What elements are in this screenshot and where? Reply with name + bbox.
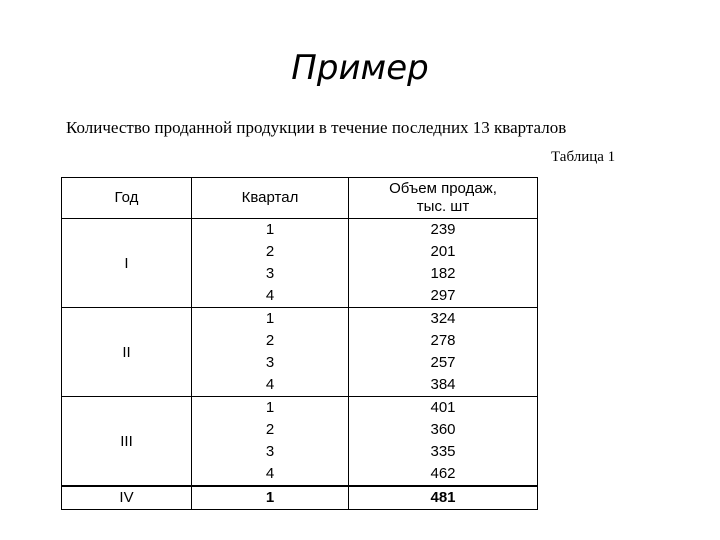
quarter-cell: 4	[192, 285, 349, 308]
slide-title: Пример	[291, 48, 429, 88]
sales-table	[61, 177, 538, 510]
sales-cell: 384	[349, 374, 538, 397]
sales-cell: 297	[349, 285, 538, 308]
sales-cell: 401	[349, 397, 538, 420]
header-sales-volume: Объем продаж, тыс. шт	[349, 178, 538, 219]
sales-cell: 481	[349, 486, 538, 510]
sales-cell: 182	[349, 263, 538, 285]
year-cell: I	[62, 219, 192, 308]
header-quarter: Квартал	[192, 178, 349, 219]
quarter-cell: 4	[192, 374, 349, 397]
table-row	[62, 397, 538, 420]
table-row	[62, 219, 538, 242]
sales-cell: 360	[349, 419, 538, 441]
quarter-cell: 1	[192, 308, 349, 331]
sales-cell: 324	[349, 308, 538, 331]
table-row	[62, 486, 538, 510]
year-cell: III	[62, 397, 192, 487]
table-row	[62, 308, 538, 331]
table-caption: Количество проданной продукции в течение последних 13 кварталов	[66, 118, 567, 137]
header-year: Год	[62, 178, 192, 219]
quarter-cell: 2	[192, 330, 349, 352]
quarter-cell: 1	[192, 219, 349, 242]
sales-cell: 335	[349, 441, 538, 463]
quarter-cell: 3	[192, 352, 349, 374]
quarter-cell: 1	[192, 486, 349, 510]
year-cell: II	[62, 308, 192, 397]
table-number-label: Таблица 1	[551, 149, 616, 165]
sales-cell: 462	[349, 463, 538, 486]
sales-cell: 257	[349, 352, 538, 374]
quarter-cell: 2	[192, 241, 349, 263]
quarter-cell: 2	[192, 419, 349, 441]
quarter-cell: 4	[192, 463, 349, 486]
year-cell: IV	[62, 486, 192, 510]
sales-cell: 278	[349, 330, 538, 352]
quarter-cell: 3	[192, 441, 349, 463]
quarter-cell: 3	[192, 263, 349, 285]
sales-cell: 201	[349, 241, 538, 263]
quarter-cell: 1	[192, 397, 349, 420]
table-header-row	[62, 178, 538, 219]
sales-cell: 239	[349, 219, 538, 242]
